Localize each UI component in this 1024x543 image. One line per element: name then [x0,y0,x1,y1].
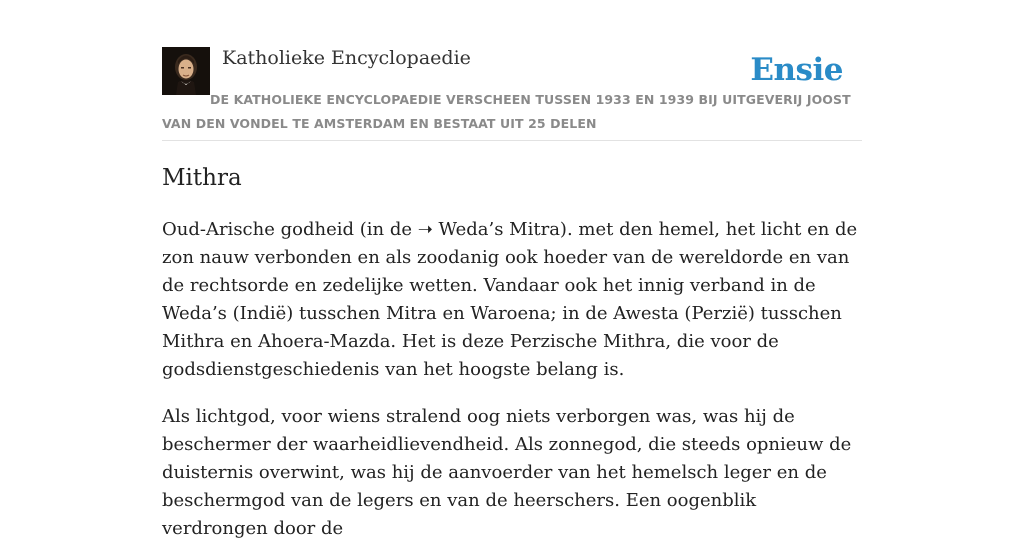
article-title: Mithra [162,165,242,191]
weda-reference-link[interactable] [418,219,504,240]
paragraph-text: Oud-Arische godheid (in de [162,219,418,240]
site-subtitle: DE KATHOLIEKE ENCYCLOPAEDIE VERSCHEEN TUSSEN 1933 EN 1939 BIJ UITGEVERIJ JOOST VAN DEN VONDEL TE AMSTERDAM EN BESTAAT UIT 25 DELEN [162,92,851,131]
paragraph-text: Mitra). met den hemel, het licht en de zon nauw verbonden en als zoodanig ook hoeder van de wereldorde en van de rechtsorde en zedelijke wetten. Vandaar ook het innig verband in de Weda’s (Indië) tusschen Mitra en Waroena; in de Awesta (Perzië) tusschen Mithra en Ahoera-Mazda. Het is deze Perzische Mithra, die voor de godsdienstgeschiedenis van het hoogste belang is. [162,219,858,380]
reference-link-label: Weda’s [438,219,504,240]
arrow-right-icon: ➝ [417,219,433,240]
page-container [162,0,862,539]
article-paragraph-1 [162,216,862,384]
site-title[interactable]: Katholieke Encyclopaedie [222,47,471,69]
article-paragraph-2: Als lichtgod, voor wiens stralend oog niets verborgen was, was hij de beschermer der waarheidlievendheid. Als zonnegod, die steeds opnieuw de duisternis overwint, was hij de aanvoerder van het hemelsch leger en de beschermgod van de legers en van de heerschers. Een oogenblik verdrongen door de [162,406,852,539]
site-header [162,0,862,141]
ensie-logo-link[interactable]: Ensie [750,52,843,88]
